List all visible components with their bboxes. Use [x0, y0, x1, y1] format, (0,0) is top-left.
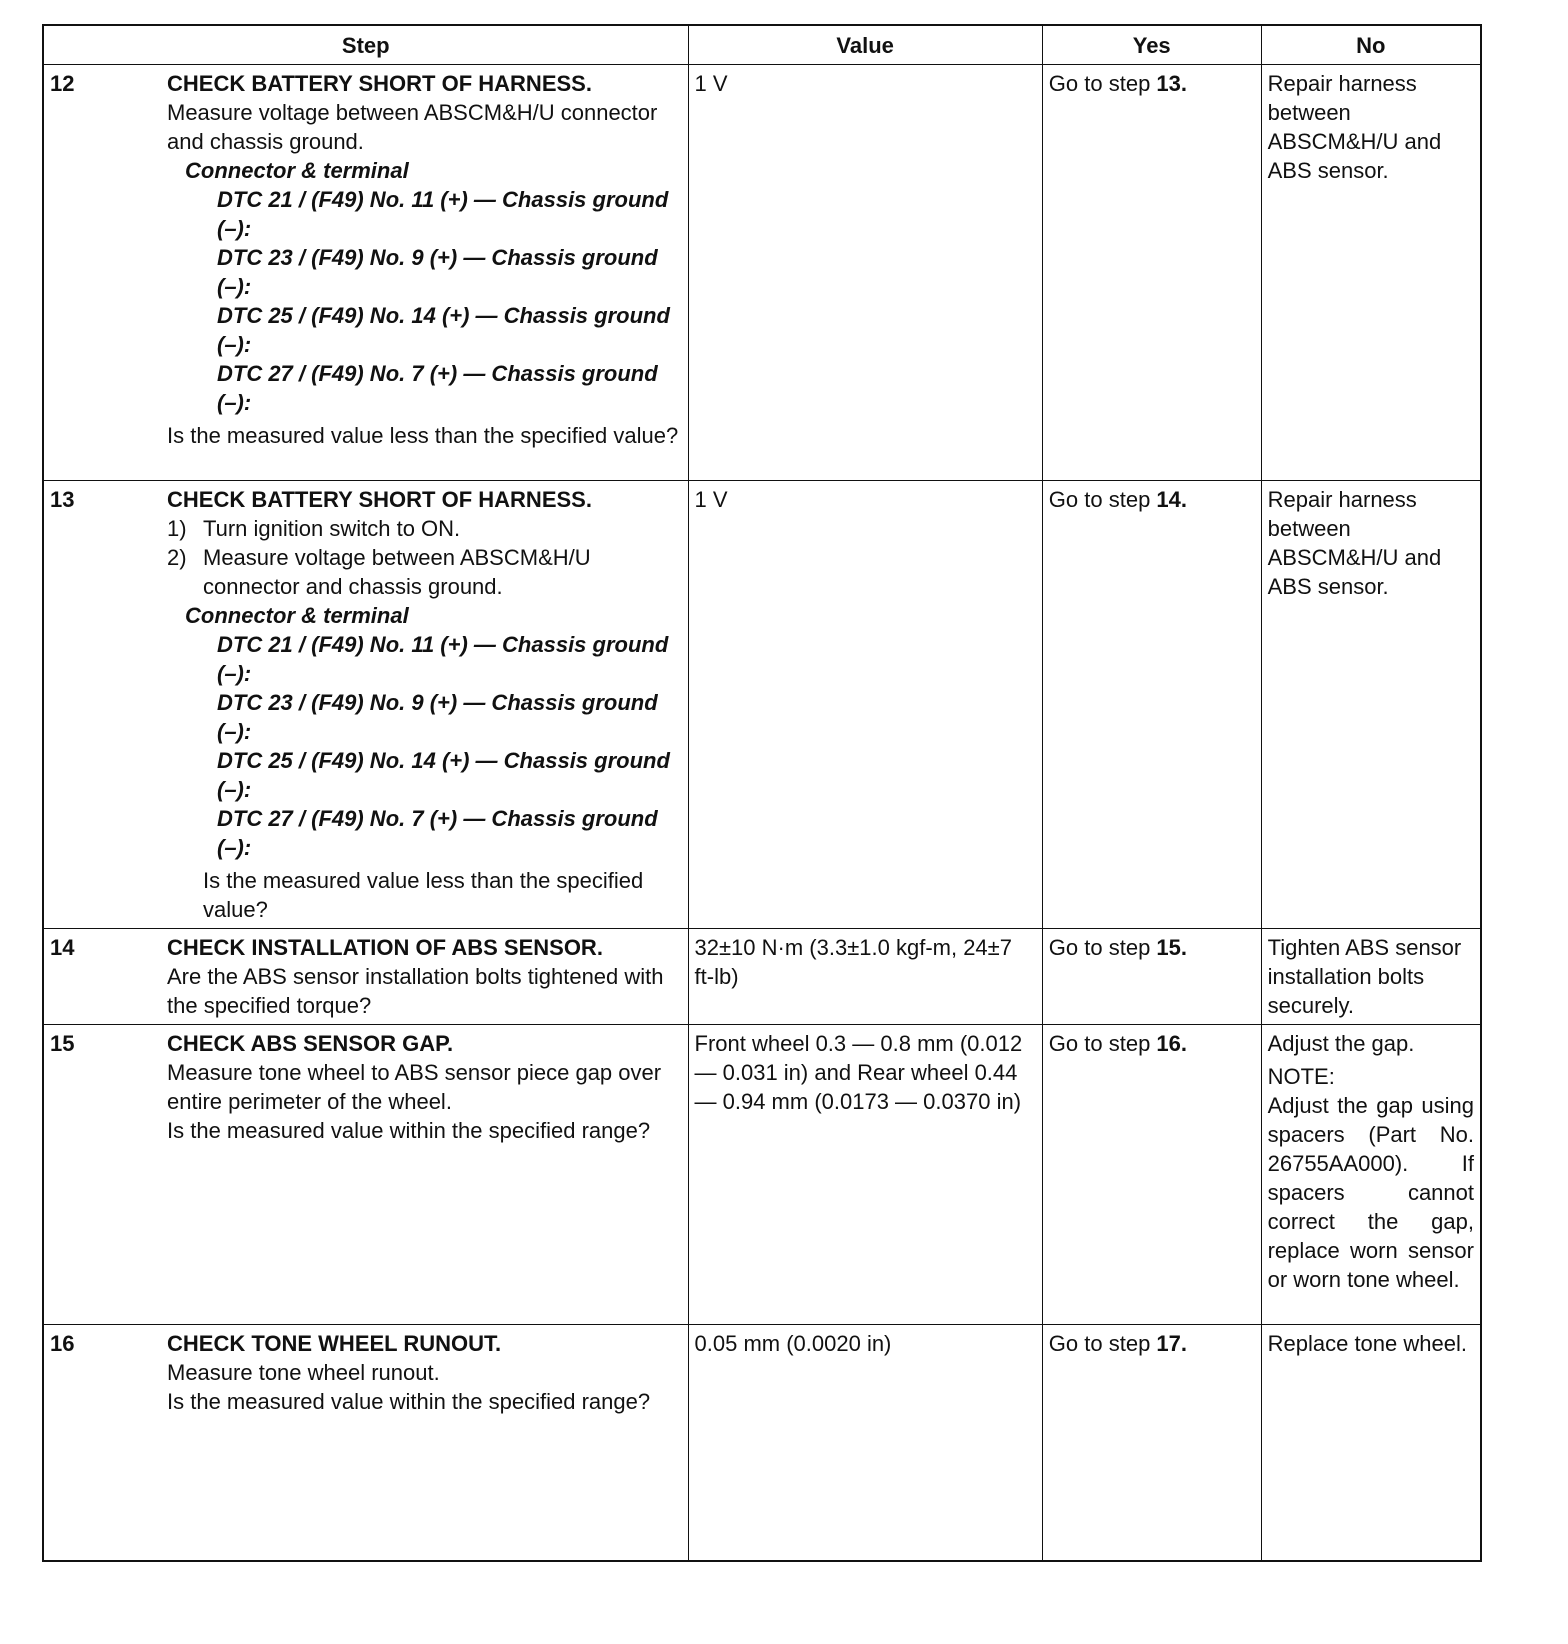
connector-title: Connector & terminal — [185, 158, 409, 183]
substep-number: 1) — [167, 516, 187, 541]
step-cell — [43, 1025, 688, 1325]
step-number: 14 — [50, 935, 75, 960]
value-cell: Front wheel 0.3 — 0.8 mm (0.012 — 0.031 in) and Rear wheel 0.44 — 0.94 mm (0.0173 — 0.0370 in) — [688, 1025, 1042, 1325]
substep-number: 2) — [167, 545, 187, 570]
dtc-item: DTC 23 / (F49) No. 9 (+) — Chassis ground (–): — [217, 245, 658, 299]
no-cell: Repair harness between ABSCM&H/U and ABS sensor. — [1261, 481, 1481, 929]
connector-title: Connector & terminal — [185, 603, 409, 628]
table-row — [43, 929, 1481, 1025]
step-title: CHECK BATTERY SHORT OF HARNESS. — [167, 487, 592, 512]
yes-step: 14. — [1156, 487, 1188, 512]
diagnostic-table — [42, 24, 1482, 1562]
dtc-item: DTC 25 / (F49) No. 14 (+) — Chassis ground (–): — [217, 748, 670, 802]
yes-prefix: Go to step — [1048, 1331, 1157, 1356]
header-step: Step — [43, 25, 688, 65]
step-question: Is the measured value less than the specified value? — [203, 868, 644, 922]
step-question: Is the measured value within the specified range? — [167, 1389, 651, 1414]
dtc-item: DTC 27 / (F49) No. 7 (+) — Chassis ground (–): — [217, 361, 658, 415]
table-row — [43, 481, 1481, 929]
yes-cell — [1042, 481, 1261, 929]
step-number: 16 — [50, 1331, 75, 1356]
no-cell: Replace tone wheel. — [1261, 1325, 1481, 1561]
step-question: Is the measured value less than the specified value? — [167, 423, 679, 448]
no-cell: Repair harness between ABSCM&H/U and ABS sensor. — [1261, 65, 1481, 481]
step-title: CHECK ABS SENSOR GAP. — [167, 1031, 454, 1056]
value-cell: 0.05 mm (0.0020 in) — [688, 1325, 1042, 1561]
step-cell — [43, 481, 688, 929]
header-row — [43, 25, 1481, 65]
header-value: Value — [688, 25, 1042, 65]
substep-text: Turn ignition switch to ON. — [203, 516, 461, 541]
yes-step: 16. — [1156, 1031, 1188, 1056]
step-cell — [43, 929, 688, 1025]
step-number: 12 — [50, 71, 75, 96]
dtc-item: DTC 21 / (F49) No. 11 (+) — Chassis ground (–): — [217, 187, 669, 241]
substep — [167, 543, 682, 601]
no-cell — [1261, 1025, 1481, 1325]
yes-prefix: Go to step — [1048, 935, 1157, 960]
yes-prefix: Go to step — [1048, 1031, 1157, 1056]
step-question: Is the measured value within the specified range? — [167, 1118, 651, 1143]
value-cell: 32±10 N·m (3.3±1.0 kgf-m, 24±7 ft-lb) — [688, 929, 1042, 1025]
note-text: Adjust the gap using spacers (Part No. 26755AA000). If spacers cannot correct the gap, replace worn sensor or worn tone wheel. — [1267, 1093, 1474, 1292]
table-row — [43, 1025, 1481, 1325]
step-instruction: Measure voltage between ABSCM&H/U connector and chassis ground. — [167, 100, 658, 154]
dtc-item: DTC 25 / (F49) No. 14 (+) — Chassis ground (–): — [217, 303, 670, 357]
step-number: 13 — [50, 487, 75, 512]
yes-step: 13. — [1156, 71, 1188, 96]
substep — [167, 514, 682, 543]
dtc-item: DTC 23 / (F49) No. 9 (+) — Chassis ground (–): — [217, 690, 658, 744]
dtc-item: DTC 21 / (F49) No. 11 (+) — Chassis ground (–): — [217, 632, 669, 686]
table-row — [43, 1325, 1481, 1561]
header-yes: Yes — [1042, 25, 1261, 65]
yes-cell — [1042, 1025, 1261, 1325]
table-row — [43, 65, 1481, 481]
header-no: No — [1261, 25, 1481, 65]
step-question: Are the ABS sensor installation bolts tightened with the specified torque? — [167, 964, 664, 1018]
step-title: CHECK BATTERY SHORT OF HARNESS. — [167, 71, 592, 96]
step-instruction: Measure tone wheel runout. — [167, 1360, 440, 1385]
value-cell: 1 V — [688, 65, 1042, 481]
note-label: NOTE: — [1267, 1064, 1335, 1089]
yes-prefix: Go to step — [1048, 487, 1157, 512]
no-cell: Tighten ABS sensor installation bolts securely. — [1261, 929, 1481, 1025]
yes-cell — [1042, 929, 1261, 1025]
yes-step: 17. — [1156, 1331, 1188, 1356]
value-cell: 1 V — [688, 481, 1042, 929]
yes-prefix: Go to step — [1048, 71, 1157, 96]
step-title: CHECK TONE WHEEL RUNOUT. — [167, 1331, 502, 1356]
dtc-item: DTC 27 / (F49) No. 7 (+) — Chassis ground (–): — [217, 806, 658, 860]
step-number: 15 — [50, 1031, 75, 1056]
step-title: CHECK INSTALLATION OF ABS SENSOR. — [167, 935, 603, 960]
yes-step: 15. — [1156, 935, 1188, 960]
step-cell — [43, 1325, 688, 1561]
step-cell — [43, 65, 688, 481]
yes-cell — [1042, 65, 1261, 481]
yes-cell — [1042, 1325, 1261, 1561]
no-action: Adjust the gap. — [1267, 1031, 1415, 1056]
substep-text: Measure voltage between ABSCM&H/U connector and chassis ground. — [203, 545, 591, 599]
step-instruction: Measure tone wheel to ABS sensor piece gap over entire perimeter of the wheel. — [167, 1060, 662, 1114]
